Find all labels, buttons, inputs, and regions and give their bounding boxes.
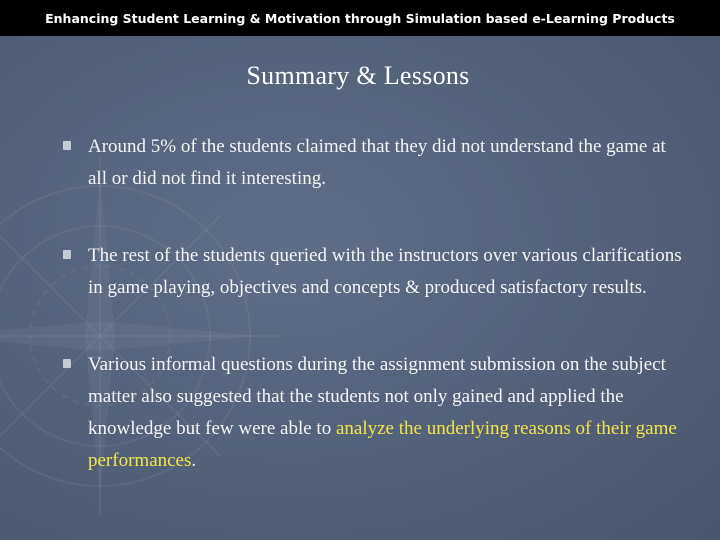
bullet-text-end: . [191,450,197,471]
header-title: Enhancing Student Learning & Motivation through Simulation based e-Learning Products [0,0,720,36]
list-item [88,131,688,195]
bullet-text: The rest of the students queried with the instructors over various clarifications in game playing, objectives and concepts & produced satisfactory results. [88,245,682,298]
list-item [88,349,688,477]
square-bullet-icon [63,359,71,368]
list-item [88,240,688,304]
bullet-text: Various informal questions during the assignment submission on the subject matter also suggested that the students not only gained and applied the knowledge but few were able to [88,354,666,439]
slide-title: Summary & Lessons [246,61,470,90]
highlighted-text: analyze the underlying reasons of their game performances [88,418,677,471]
square-bullet-icon [63,250,71,259]
bullet-text: Around 5% of the students claimed that they did not understand the game at all or did not find it interesting. [88,136,666,189]
square-bullet-icon [63,141,71,150]
bullet-list [88,131,688,477]
